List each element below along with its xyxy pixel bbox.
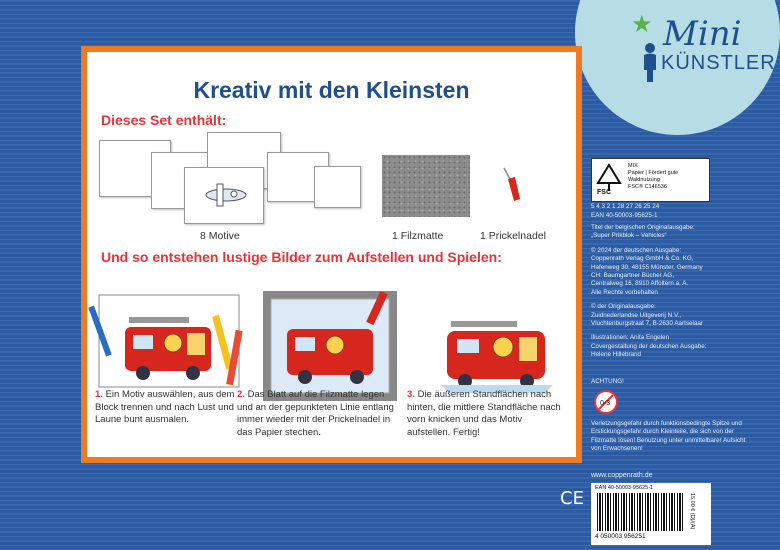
fsc-logo-text: FSC [597, 189, 611, 196]
imprint-line: Covergestaltung der deutschen Ausgabe: [591, 342, 707, 350]
imprint-line: Vluchtenburgstraat 7, B-2630 Aartselaar [591, 320, 704, 328]
item-motive-label: 8 Motive [200, 230, 240, 242]
step-3-text [407, 389, 567, 439]
pricking-needle-icon [500, 165, 522, 203]
no-under-3-warning-icon [594, 390, 618, 414]
steps-heading: Und so entstehen lustige Bilder zum Aufstellen und Spielen: [101, 249, 502, 265]
item-felt-label: 1 Filzmatte [392, 230, 444, 242]
imprint-block [591, 224, 741, 360]
ean-line: EAN 40-50003-95625-1 [591, 212, 658, 219]
warning-label: ACHTUNG! [591, 378, 624, 385]
item-needle-label: 1 Prickelnadel [480, 230, 546, 242]
step-3-number: 3. [407, 389, 415, 400]
step-2-number: 2. [237, 389, 245, 400]
imprint-line: Helene Hillebrand [591, 351, 642, 359]
barcode-price: 15,00 € (D)/(A) [689, 493, 695, 530]
step-1-text [95, 389, 235, 427]
imprint-line: CH: Baumgartner Bücher AG, [591, 272, 674, 280]
step-2-text [237, 389, 397, 439]
barcode-digits: 4 050003 956251 [595, 533, 646, 540]
star-icon: ★ [631, 11, 653, 38]
step-3-description: Die äußeren Standflächen nach hinten, die mittlere Standfläche nach vorn knicken und das Motiv aufstellen. Fertig! [407, 389, 561, 438]
brand-badge [575, 0, 780, 135]
ce-mark: CE [560, 488, 584, 509]
imprint-line: © der Originalausgabe: [591, 303, 656, 311]
step-1-number: 1. [95, 389, 103, 400]
imprint-line: Coppenrath Verlag GmbH & Co. KG, [591, 255, 694, 263]
website[interactable]: www.coppenrath.de [591, 472, 653, 479]
airplane-icon [199, 180, 254, 210]
set-heading: Dieses Set enthält: [101, 112, 227, 128]
fsc-label [591, 158, 710, 202]
brand-mini: Mini [663, 14, 742, 54]
imprint-line: Centralweg 16, 8910 Affoltern a. A. [591, 280, 689, 288]
felt-mat-illustration [382, 155, 470, 217]
imprint-line: Alle Rechte vorbehalten [591, 288, 658, 296]
barcode [591, 483, 711, 545]
imprint-line: © 2024 der deutschen Ausgabe: [591, 246, 682, 254]
motif-sheets-illustration [99, 132, 364, 222]
imprint-line: Hafenweg 30, 48155 Münster, Germany [591, 263, 703, 271]
imprint-line: Illustrationen: Anita Engelen [591, 334, 670, 342]
fsc-mix-text: MIX Papier | Fördert gute Waldnutzung FSC® C146536 [628, 163, 679, 190]
card-title: Kreativ mit den Kleinsten [193, 77, 470, 103]
instruction-card [81, 46, 582, 463]
imprint-line: Titel der belgischen Originalausgabe: [591, 224, 695, 231]
imprint-line: Zuidnederlandse Uitgeverij N.V., [591, 311, 682, 319]
imprint-line: „Super Prikblok – Vehicles“ [591, 232, 667, 240]
step-1-description: Ein Motiv auswählen, aus dem Block trennen und nach Lust und Laune bunt ausmalen. [95, 389, 235, 425]
barcode-ean-text: EAN 40-50003-95625-1 [595, 485, 654, 491]
svg-text:0-3: 0-3 [600, 400, 611, 407]
brand-kuenstler: KÜNSTLER [661, 52, 776, 74]
child-silhouette-icon [641, 42, 659, 82]
print-numbers: 5 4 3 2 1 28 27 26 25 24 [591, 203, 660, 210]
warning-text: Verletzungsgefahr durch funktionsbedingte Spitze und Erstickungsgefahr durch Kleinteile, die sich von der Filzmatte lösen! Benutzung unter unmittelbarer Aufsicht von Erwachsenen! [591, 420, 746, 453]
barcode-bars [597, 493, 685, 531]
step-2-description: Das Blatt auf die Filzmatte legen und an der gepunkteten Linie entlang immer wieder mit der Prickelnadel in das Papier stechen. [237, 389, 394, 438]
